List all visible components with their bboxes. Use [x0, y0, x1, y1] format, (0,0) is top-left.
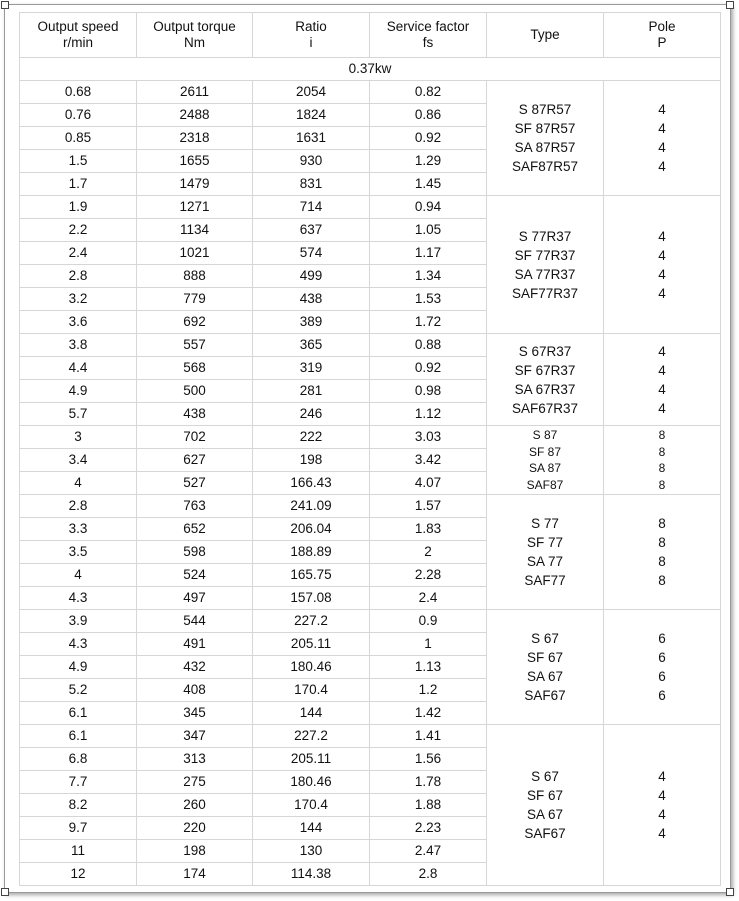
cell-output-speed: 4	[20, 472, 137, 495]
cell-output-speed: 3.5	[20, 541, 137, 564]
cell-service-factor: 1.83	[370, 518, 487, 541]
pole-value: 4	[658, 140, 666, 155]
cell-output-speed: 6.1	[20, 725, 137, 748]
type-model: SF 87	[528, 444, 561, 459]
cell-output-speed: 0.76	[20, 104, 137, 127]
cell-type-group	[487, 495, 604, 610]
table-row	[20, 196, 721, 219]
cell-output-torque: 524	[137, 564, 253, 587]
pole-value: 4	[658, 362, 666, 378]
cell-ratio: 246	[253, 403, 370, 426]
cell-output-torque: 491	[137, 633, 253, 656]
cell-pole-group	[604, 725, 721, 886]
type-model: S 87R57	[518, 102, 572, 117]
power-row	[20, 58, 721, 81]
pole-value: 8	[658, 573, 666, 588]
resize-handle-top-left[interactable]	[1, 1, 9, 9]
cell-service-factor: 2.47	[370, 840, 487, 863]
cell-service-factor: 3.03	[370, 426, 487, 449]
cell-ratio: 831	[253, 173, 370, 196]
cell-service-factor: 1.29	[370, 150, 487, 173]
cell-service-factor: 0.92	[370, 357, 487, 380]
type-model: S 87	[532, 428, 558, 442]
cell-ratio: 206.04	[253, 518, 370, 541]
cell-output-speed: 2.4	[20, 242, 137, 265]
cell-pole-group	[604, 426, 721, 495]
pole-value: 4	[658, 121, 666, 136]
cell-output-torque: 779	[137, 288, 253, 311]
cell-service-factor: 1.45	[370, 173, 487, 196]
cell-output-torque: 544	[137, 610, 253, 633]
cell-output-speed: 1.7	[20, 173, 137, 196]
cell-output-torque: 527	[137, 472, 253, 495]
type-model: S 67	[531, 769, 559, 784]
pole-value: 4	[658, 400, 666, 416]
cell-output-speed: 2.8	[20, 265, 137, 288]
cell-ratio: 166.43	[253, 472, 370, 495]
pole-value: 4	[658, 381, 666, 397]
cell-service-factor: 1.13	[370, 656, 487, 679]
cell-ratio: 205.11	[253, 633, 370, 656]
pole-value: 6	[658, 650, 666, 665]
cell-output-speed: 3.2	[20, 288, 137, 311]
header-pole: Pole P	[604, 13, 721, 58]
cell-output-torque: 763	[137, 495, 253, 518]
cell-ratio: 2054	[253, 81, 370, 104]
cell-output-speed: 3.3	[20, 518, 137, 541]
type-model: SAF67R37	[511, 400, 579, 416]
cell-service-factor: 1.05	[370, 219, 487, 242]
cell-service-factor: 0.98	[370, 380, 487, 403]
type-model: S 77R37	[518, 228, 572, 244]
header-output-speed: Output speed r/min	[20, 13, 137, 58]
cell-output-speed: 8.2	[20, 794, 137, 817]
cell-output-torque: 438	[137, 403, 253, 426]
type-model: SAF67	[524, 688, 566, 703]
type-model: SF 67	[526, 650, 564, 665]
cell-pole-group	[604, 81, 721, 196]
cell-type-group	[487, 426, 604, 495]
cell-output-torque: 220	[137, 817, 253, 840]
cell-service-factor: 1.41	[370, 725, 487, 748]
cell-type-group	[487, 81, 604, 196]
pole-value: 4	[658, 769, 666, 784]
table-row	[20, 81, 721, 104]
cell-output-torque: 347	[137, 725, 253, 748]
cell-service-factor: 1.57	[370, 495, 487, 518]
pole-value: 4	[658, 826, 666, 841]
type-model: SA 87	[528, 461, 562, 475]
cell-ratio: 281	[253, 380, 370, 403]
cell-type-group	[487, 334, 604, 426]
cell-output-speed: 5.7	[20, 403, 137, 426]
pole-value: 8	[658, 428, 666, 442]
cell-ratio: 188.89	[253, 541, 370, 564]
cell-service-factor: 1.56	[370, 748, 487, 771]
cell-output-torque: 432	[137, 656, 253, 679]
cell-ratio: 574	[253, 242, 370, 265]
pole-value: 4	[658, 266, 666, 282]
pole-value: 8	[658, 554, 666, 569]
cell-output-torque: 2318	[137, 127, 253, 150]
cell-output-torque: 497	[137, 587, 253, 610]
pole-value: 4	[658, 247, 666, 263]
cell-pole-group	[604, 610, 721, 725]
cell-service-factor: 1.17	[370, 242, 487, 265]
cell-output-torque: 500	[137, 380, 253, 403]
cell-output-speed: 3.6	[20, 311, 137, 334]
cell-output-torque: 2488	[137, 104, 253, 127]
cell-ratio: 180.46	[253, 771, 370, 794]
type-model: SAF87	[526, 477, 564, 492]
cell-ratio: 180.46	[253, 656, 370, 679]
pole-value: 4	[658, 807, 666, 822]
header-service-factor: Service factor fs	[370, 13, 487, 58]
cell-service-factor: 0.92	[370, 127, 487, 150]
cell-output-torque: 260	[137, 794, 253, 817]
type-model: SA 77R37	[514, 266, 576, 282]
cell-type-group	[487, 196, 604, 334]
pole-value: 8	[658, 516, 666, 531]
type-model: S 67R37	[518, 343, 572, 359]
type-model: SF 67R37	[514, 362, 576, 378]
cell-output-speed: 4.4	[20, 357, 137, 380]
cell-output-torque: 1655	[137, 150, 253, 173]
cell-ratio: 144	[253, 817, 370, 840]
type-model: SA 77	[526, 554, 564, 569]
cell-service-factor: 2.28	[370, 564, 487, 587]
cell-output-speed: 2.8	[20, 495, 137, 518]
cell-service-factor: 2	[370, 541, 487, 564]
cell-service-factor: 1.12	[370, 403, 487, 426]
header-output-torque: Output torque Nm	[137, 13, 253, 58]
cell-output-torque: 345	[137, 702, 253, 725]
cell-pole-group	[604, 196, 721, 334]
pole-value: 8	[658, 477, 666, 492]
cell-output-torque: 627	[137, 449, 253, 472]
cell-ratio: 170.4	[253, 794, 370, 817]
cell-ratio: 222	[253, 426, 370, 449]
cell-ratio: 499	[253, 265, 370, 288]
cell-output-torque: 2611	[137, 81, 253, 104]
type-model: SAF77R37	[511, 285, 579, 301]
cell-output-torque: 888	[137, 265, 253, 288]
cell-ratio: 130	[253, 840, 370, 863]
type-model: SAF77	[524, 573, 566, 588]
cell-output-torque: 1479	[137, 173, 253, 196]
cell-ratio: 365	[253, 334, 370, 357]
cell-output-torque: 557	[137, 334, 253, 357]
cell-output-torque: 692	[137, 311, 253, 334]
type-model: SF 77	[526, 535, 564, 550]
cell-ratio: 714	[253, 196, 370, 219]
table-row	[20, 334, 721, 357]
cell-output-speed: 1.9	[20, 196, 137, 219]
cell-service-factor: 3.42	[370, 449, 487, 472]
cell-output-speed: 3	[20, 426, 137, 449]
cell-output-torque: 198	[137, 840, 253, 863]
cell-output-speed: 4.9	[20, 380, 137, 403]
cell-type-group	[487, 610, 604, 725]
cell-service-factor: 1.53	[370, 288, 487, 311]
cell-output-speed: 6.8	[20, 748, 137, 771]
cell-service-factor: 0.82	[370, 81, 487, 104]
cell-type-group	[487, 725, 604, 886]
cell-ratio: 241.09	[253, 495, 370, 518]
cell-output-speed: 1.5	[20, 150, 137, 173]
cell-output-speed: 4.3	[20, 633, 137, 656]
cell-service-factor: 1.78	[370, 771, 487, 794]
cell-ratio: 227.2	[253, 725, 370, 748]
cell-output-torque: 1271	[137, 196, 253, 219]
cell-service-factor: 0.86	[370, 104, 487, 127]
resize-handle-bottom-right[interactable]	[726, 888, 734, 896]
cell-ratio: 170.4	[253, 679, 370, 702]
pole-value: 4	[658, 228, 666, 244]
cell-service-factor: 1.34	[370, 265, 487, 288]
cell-pole-group	[604, 495, 721, 610]
cell-output-torque: 408	[137, 679, 253, 702]
pole-value: 8	[658, 444, 666, 459]
type-model: SA 67R37	[514, 381, 576, 397]
cell-output-speed: 9.7	[20, 817, 137, 840]
pole-value: 4	[658, 285, 666, 301]
cell-output-speed: 4	[20, 564, 137, 587]
cell-service-factor: 2.8	[370, 863, 487, 886]
cell-ratio: 1631	[253, 127, 370, 150]
cell-ratio: 114.38	[253, 863, 370, 886]
cell-output-torque: 568	[137, 357, 253, 380]
cell-output-speed: 4.3	[20, 587, 137, 610]
header-type: Type	[487, 13, 604, 58]
cell-ratio: 389	[253, 311, 370, 334]
type-model: SA 67	[526, 807, 564, 822]
cell-output-torque: 598	[137, 541, 253, 564]
cell-ratio: 227.2	[253, 610, 370, 633]
type-model: SAF87R57	[511, 159, 579, 174]
type-model: SF 87R57	[514, 121, 576, 136]
cell-output-speed: 12	[20, 863, 137, 886]
type-model: S 77	[531, 516, 559, 531]
cell-pole-group	[604, 334, 721, 426]
cell-output-torque: 652	[137, 518, 253, 541]
cell-ratio: 637	[253, 219, 370, 242]
cell-output-torque: 702	[137, 426, 253, 449]
type-model: SA 67	[526, 669, 564, 684]
pole-value: 6	[658, 669, 666, 684]
cell-output-speed: 7.7	[20, 771, 137, 794]
cell-output-speed: 3.4	[20, 449, 137, 472]
cell-ratio: 205.11	[253, 748, 370, 771]
cell-output-speed: 3.8	[20, 334, 137, 357]
cell-ratio: 165.75	[253, 564, 370, 587]
cell-output-speed: 2.2	[20, 219, 137, 242]
cell-ratio: 144	[253, 702, 370, 725]
pole-value: 6	[658, 631, 666, 646]
cell-service-factor: 0.9	[370, 610, 487, 633]
pole-value: 4	[658, 159, 666, 174]
resize-handle-top-right[interactable]	[726, 1, 734, 9]
cell-service-factor: 1	[370, 633, 487, 656]
cell-output-speed: 0.68	[20, 81, 137, 104]
pole-value: 4	[658, 102, 666, 117]
type-model: S 67	[531, 631, 559, 646]
cell-ratio: 319	[253, 357, 370, 380]
pole-value: 6	[658, 688, 666, 703]
table-row	[20, 725, 721, 748]
cell-output-torque: 275	[137, 771, 253, 794]
cell-output-torque: 1134	[137, 219, 253, 242]
gear-motor-spec-table	[19, 12, 721, 886]
cell-service-factor: 4.07	[370, 472, 487, 495]
type-model: SF 77R37	[514, 247, 576, 263]
cell-ratio: 198	[253, 449, 370, 472]
cell-output-speed: 5.2	[20, 679, 137, 702]
table-row	[20, 610, 721, 633]
cell-ratio: 1824	[253, 104, 370, 127]
cell-service-factor: 0.94	[370, 196, 487, 219]
cell-output-torque: 174	[137, 863, 253, 886]
cell-output-speed: 6.1	[20, 702, 137, 725]
cell-service-factor: 2.23	[370, 817, 487, 840]
type-model: SA 87R57	[514, 140, 576, 155]
cell-service-factor: 1.72	[370, 311, 487, 334]
cell-output-speed: 4.9	[20, 656, 137, 679]
cell-ratio: 438	[253, 288, 370, 311]
cell-output-torque: 1021	[137, 242, 253, 265]
table-row	[20, 426, 721, 449]
pole-value: 8	[658, 535, 666, 550]
table-row	[20, 495, 721, 518]
cell-ratio: 157.08	[253, 587, 370, 610]
cell-service-factor: 1.2	[370, 679, 487, 702]
cell-ratio: 930	[253, 150, 370, 173]
cell-output-speed: 3.9	[20, 610, 137, 633]
header-row	[20, 13, 721, 58]
cell-service-factor: 1.88	[370, 794, 487, 817]
cell-service-factor: 2.4	[370, 587, 487, 610]
cell-output-speed: 0.85	[20, 127, 137, 150]
cell-output-speed: 11	[20, 840, 137, 863]
pole-value: 4	[658, 788, 666, 803]
resize-handle-bottom-left[interactable]	[1, 888, 9, 896]
header-ratio: Ratio i	[253, 13, 370, 58]
cell-service-factor: 1.42	[370, 702, 487, 725]
power-rating: 0.37kw	[20, 58, 721, 81]
type-model: SAF67	[524, 826, 566, 841]
cell-output-torque: 313	[137, 748, 253, 771]
type-model: SF 67	[526, 788, 564, 803]
pole-value: 4	[658, 343, 666, 359]
pole-value: 8	[658, 461, 666, 475]
cell-service-factor: 0.88	[370, 334, 487, 357]
